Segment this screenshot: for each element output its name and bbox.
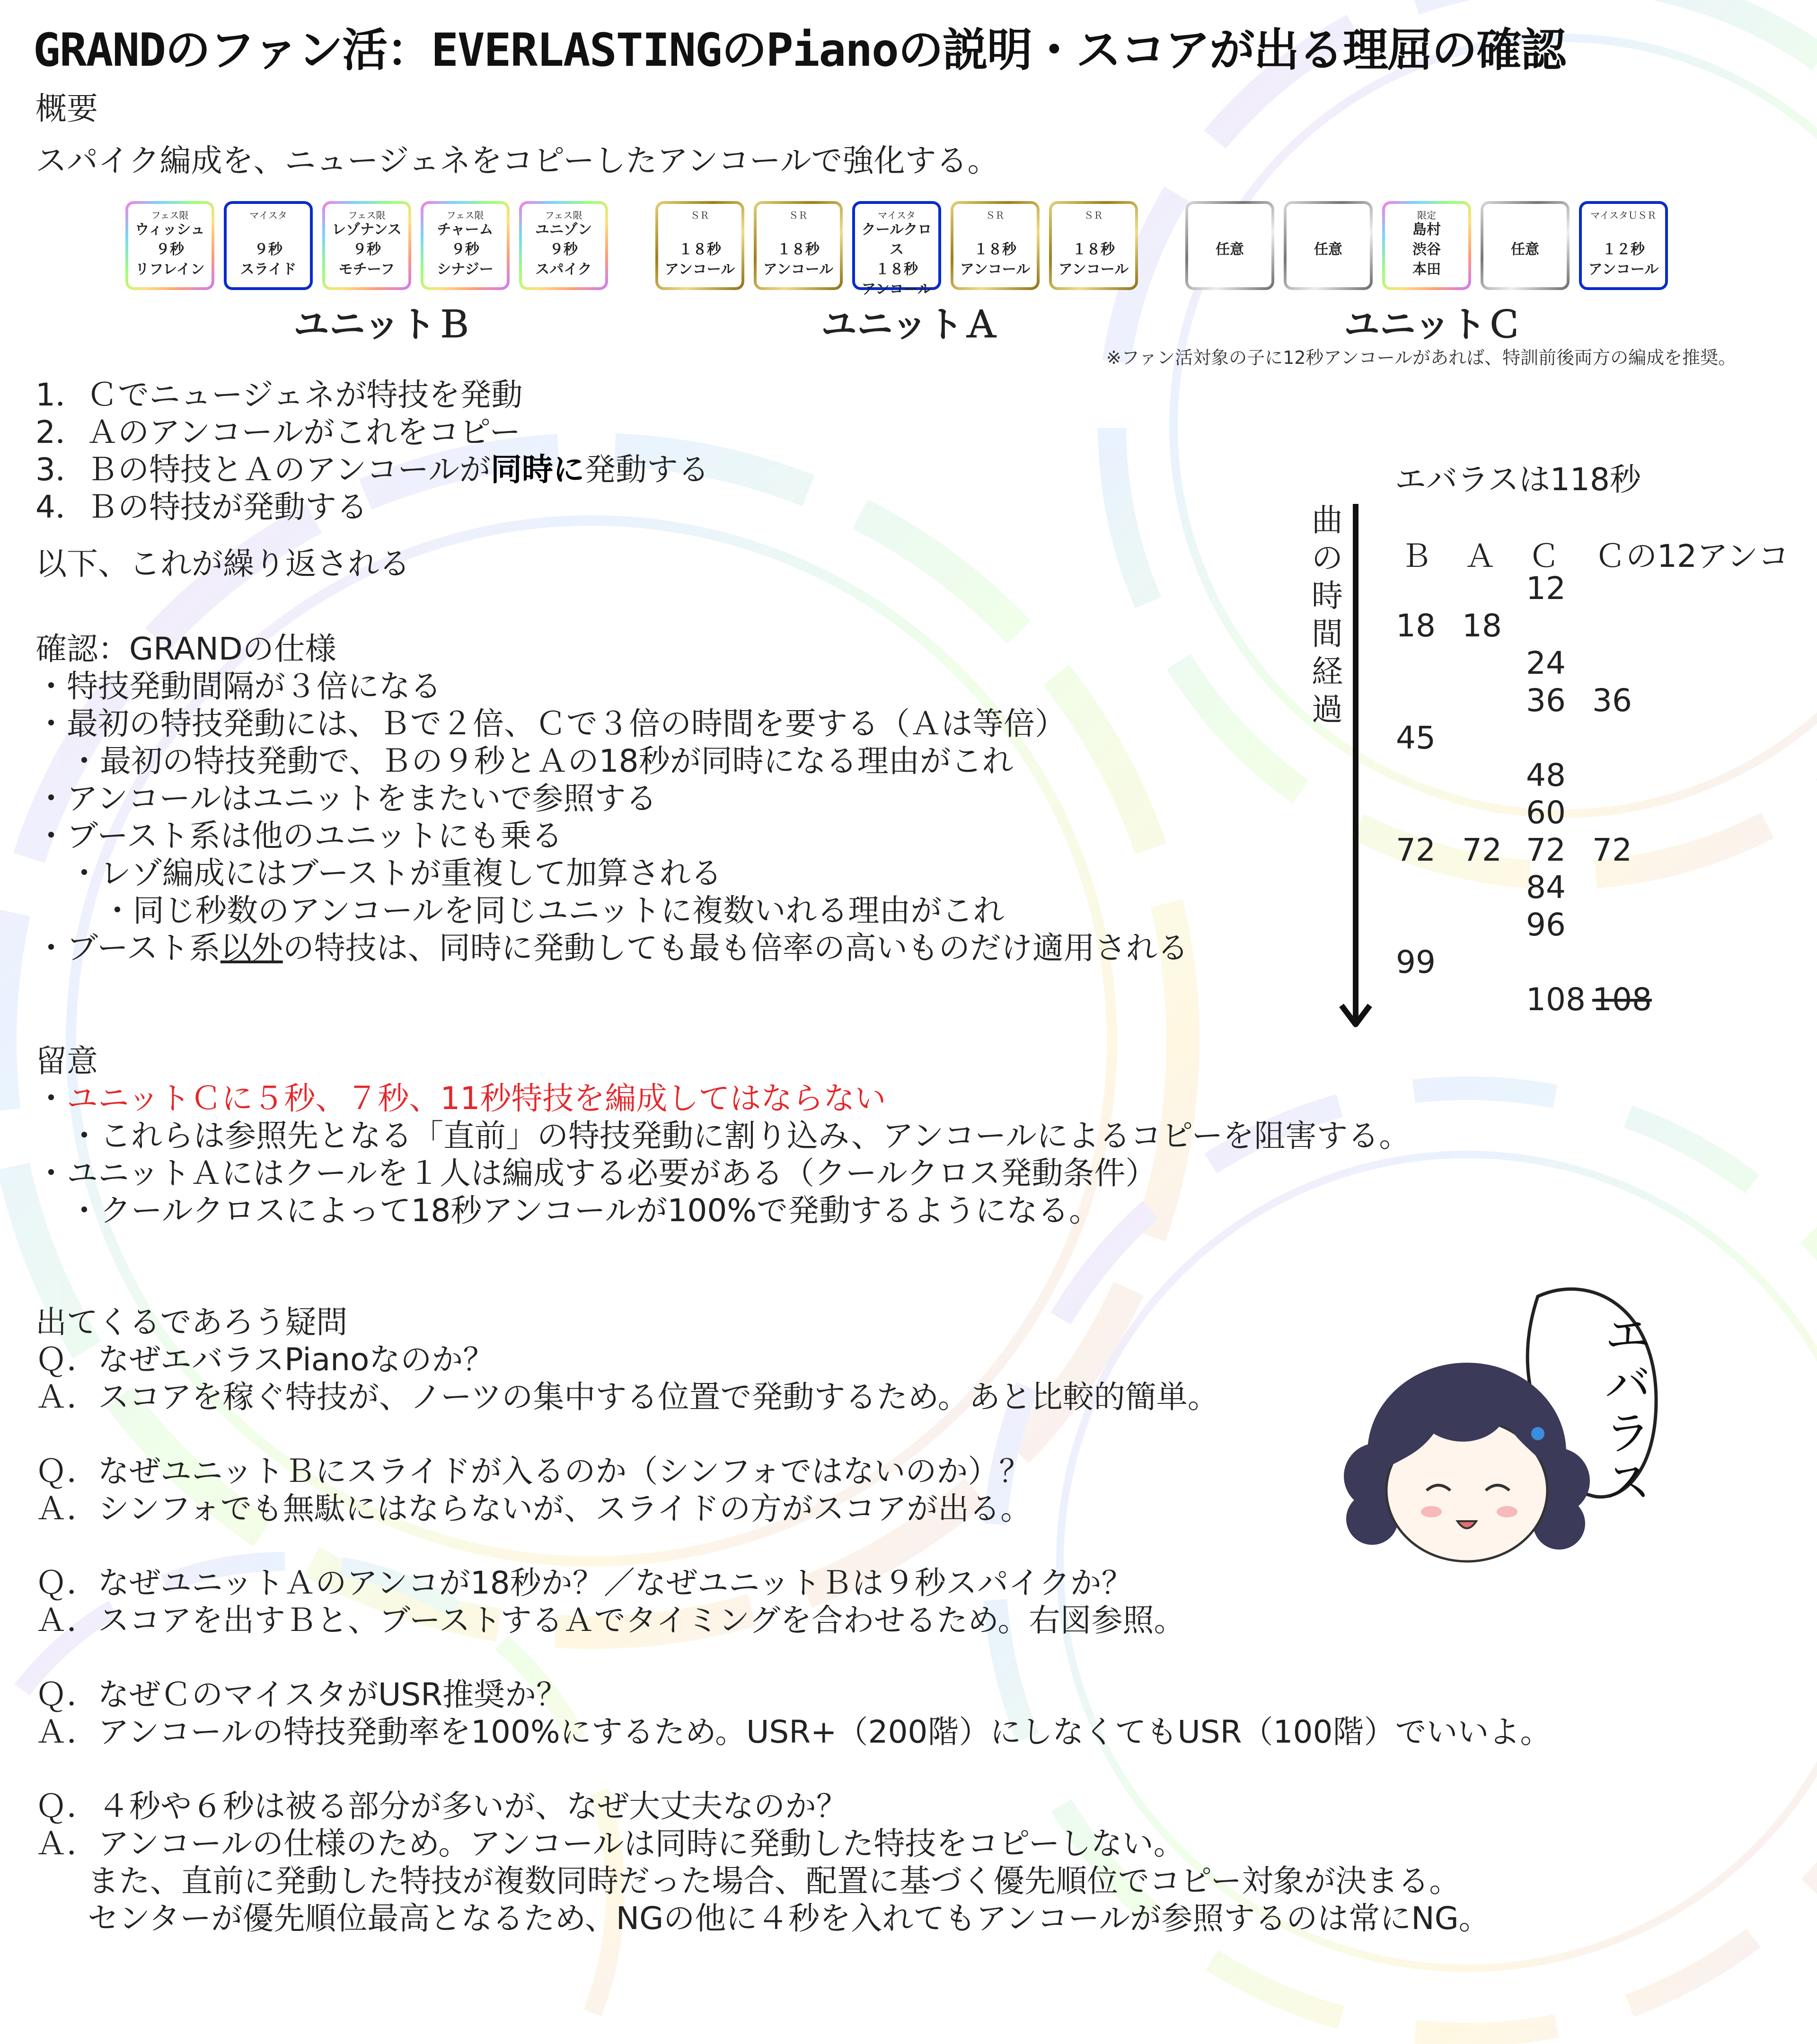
card-tag: フェス限 bbox=[151, 210, 189, 221]
unit-b-label: ユニットＢ bbox=[293, 303, 472, 345]
card-c-2 bbox=[1284, 201, 1373, 290]
card-tag: フェス限 bbox=[446, 210, 484, 221]
card-a-2 bbox=[754, 201, 843, 290]
card-b-3 bbox=[322, 201, 411, 290]
card-c-5 bbox=[1579, 201, 1668, 290]
caution-line-2: ・これらは参照先となる「直前」の特技発動に割り込み、アンコールによるコピーを阻害する。 bbox=[69, 1118, 1411, 1154]
timeline-cell-c: 72 bbox=[1526, 832, 1566, 868]
caution-heading: 留意 bbox=[35, 1043, 98, 1079]
step-3-emphasis: 同時に bbox=[491, 451, 585, 488]
timeline-header-c: Ｃ bbox=[1528, 538, 1560, 574]
overview-summary: スパイク編成を、ニュージェネをコピーしたアンコールで強化する。 bbox=[35, 142, 999, 179]
recommendation-note: ※ファン活対象の子に12秒アンコールがあれば、特訓前後両方の編成を推奨。 bbox=[1106, 347, 1737, 368]
card-c-3 bbox=[1382, 201, 1471, 290]
faq-a5-line-1: Ａ．アンコールの仕様のため。アンコールは同時に発動した特技をコピーしない。 bbox=[35, 1825, 1185, 1862]
card-text: 島村 渋谷 本田 bbox=[1412, 221, 1441, 278]
faq-q5: Ｑ．４秒や６秒は被る部分が多いが、なぜ大丈夫なのか？ bbox=[35, 1788, 847, 1824]
card-a-4 bbox=[951, 201, 1040, 290]
card-c-4 bbox=[1481, 201, 1570, 290]
timeline-axis-label: 曲 の 時 間 経 過 bbox=[1312, 502, 1343, 728]
spec-line-7: ・同じ秒数のアンコールを同じユニットに複数いれる理由がこれ bbox=[102, 892, 1005, 929]
faq-q2: Ｑ．なぜユニットＢにスライドが入るのか（シンフォではないのか）？ bbox=[35, 1453, 1031, 1489]
faq-q3: Ｑ．なぜユニットＡのアンコが18秒か？／なぜユニットＢは９秒スパイクか？ bbox=[35, 1565, 1133, 1601]
timeline-cell-c: 84 bbox=[1526, 869, 1566, 906]
card-a-5 bbox=[1049, 201, 1138, 290]
speech-bubble-text: エバラス bbox=[1605, 1309, 1650, 1509]
card-tag: フェス限 bbox=[348, 210, 386, 221]
card-b-5 bbox=[519, 201, 608, 290]
step-2: 2．Ａのアンコールがこれをコピー bbox=[35, 414, 521, 450]
timeline-cell-c: 48 bbox=[1526, 757, 1566, 793]
spec-line-5: ・ブースト系は他のユニットにも乗る bbox=[35, 818, 563, 854]
card-b-4 bbox=[421, 201, 510, 290]
card-text: １８秒 アンコール bbox=[960, 241, 1031, 278]
timeline-cell-c12: 72 bbox=[1592, 832, 1632, 868]
card-text: １８秒 アンコール bbox=[1058, 241, 1129, 278]
spec-line-6: ・レゾ編成にはブーストが重複して加算される bbox=[69, 855, 722, 891]
repeat-note: 以下、これが繰り返される bbox=[35, 546, 410, 582]
faq-a5-line-2: また、直前に発動した特技が複数同時だった場合、配置に基づく優先順位でコピー対象が決まる。 bbox=[88, 1863, 1461, 1899]
timeline-header-c12: Ｃの12アンコ bbox=[1595, 538, 1790, 574]
card-tag: ＳＲ bbox=[1084, 210, 1103, 221]
timeline-cell-b: 72 bbox=[1396, 832, 1436, 868]
timeline-header-b: Ｂ bbox=[1401, 538, 1432, 574]
faq-q4: Ｑ．なぜＣのマイスタがUSR推奨か？ bbox=[35, 1676, 568, 1713]
spec-line-3: ・最初の特技発動で、Ｂの９秒とＡの18秒が同時になる理由がこれ bbox=[69, 743, 1014, 779]
timeline-cell-c: 60 bbox=[1526, 794, 1566, 831]
timeline-cell-a: 18 bbox=[1462, 608, 1502, 644]
card-tag: フェス限 bbox=[545, 210, 582, 221]
card-text: １２秒 アンコール bbox=[1588, 241, 1659, 278]
timeline-cell-c: 12 bbox=[1526, 570, 1566, 607]
spec-line-8: ・ブースト系以外の特技は、同時に発動しても最も倍率の高いものだけ適用される bbox=[35, 930, 1189, 966]
card-tag: ＳＲ bbox=[789, 210, 808, 221]
card-text: ウィッシュ ９秒 リフレイン bbox=[135, 221, 205, 278]
card-b-1 bbox=[125, 201, 214, 290]
timeline-arrow bbox=[1339, 502, 1372, 1036]
caution-line-4: ・クールクロスによって18秒アンコールが100%で発動するようになる。 bbox=[69, 1192, 1101, 1229]
faq-a5-line-3: センターが優先順位最高となるため、NGの他に４秒を入れてもアンコールが参照するのは常にNG。 bbox=[88, 1900, 1490, 1937]
unit-c-label: ユニットＣ bbox=[1344, 303, 1522, 345]
timeline-cell-b: 18 bbox=[1396, 608, 1436, 644]
spec-line-1: ・特技発動間隔が３倍になる bbox=[35, 668, 441, 705]
card-text: チャーム ９秒 シナジー bbox=[437, 221, 494, 278]
card-text: 任意 bbox=[1511, 241, 1539, 258]
card-text: １８秒 アンコール bbox=[763, 241, 834, 278]
timeline-cell-c: 36 bbox=[1526, 682, 1566, 719]
timeline-header-a: Ａ bbox=[1464, 538, 1496, 574]
card-b-2 bbox=[224, 201, 313, 290]
spec-underline: 以外 bbox=[220, 930, 283, 966]
timeline-cell-c: 24 bbox=[1526, 645, 1566, 681]
timeline-cell-b: 45 bbox=[1396, 720, 1436, 756]
faq-heading: 出てくるであろう疑問 bbox=[35, 1304, 348, 1340]
timeline-cell-c: 108 bbox=[1526, 981, 1586, 1018]
faq-q1: Ｑ．なぜエバラスPianoなのか？ bbox=[35, 1341, 494, 1378]
card-tag: ＳＲ bbox=[690, 210, 709, 221]
timeline-cell-a: 72 bbox=[1462, 832, 1502, 868]
timeline-cell-c12: 108 bbox=[1592, 981, 1652, 1018]
faq-a2: Ａ．シンフォでも無駄にはならないが、スライドの方がスコアが出る。 bbox=[35, 1490, 1032, 1527]
card-tag: ＳＲ bbox=[986, 210, 1005, 221]
card-c-1 bbox=[1185, 201, 1274, 290]
step-1: 1．Ｃでニュージェネが特技を発動 bbox=[35, 377, 523, 413]
card-text: 任意 bbox=[1216, 241, 1244, 258]
unit-a-label: ユニットＡ bbox=[821, 303, 999, 345]
card-tag: マイスタ bbox=[878, 210, 916, 221]
card-tag: マイスタ bbox=[249, 210, 287, 221]
card-text: ユニゾン ９秒 スパイク bbox=[535, 221, 592, 278]
card-text: クールクロス １８秒 アンコール bbox=[861, 221, 932, 298]
card-tag: 限定 bbox=[1417, 210, 1436, 221]
card-text: ９秒 スライド bbox=[240, 241, 297, 278]
caution-line-3: ・ユニットＡにはクールを１人は編成する必要がある（クールクロス発動条件） bbox=[35, 1155, 1157, 1191]
timeline-cell-c: 96 bbox=[1526, 907, 1566, 943]
timeline-cell-c12: 36 bbox=[1592, 682, 1632, 719]
card-tag: マイスタＵＳＲ bbox=[1590, 210, 1657, 221]
card-a-3 bbox=[852, 201, 941, 298]
faq-a4: Ａ．アンコールの特技発動率を100%にするため。USR+（200階）にしなくてもUSR（100階）でいいよ。 bbox=[35, 1714, 1552, 1750]
card-a-1 bbox=[655, 201, 744, 290]
faq-a1: Ａ．スコアを稼ぐ特技が、ノーツの集中する位置で発動するため。あと比較的簡単。 bbox=[35, 1379, 1219, 1415]
step-4: 4．Ｂの特技が発動する bbox=[35, 489, 368, 525]
timeline-cell-b: 99 bbox=[1396, 944, 1436, 980]
faq-a3: Ａ．スコアを出すＢと、ブーストするＡでタイミングを合わせるため。右図参照。 bbox=[35, 1602, 1185, 1639]
overview-heading: 概要 bbox=[35, 90, 98, 127]
spec-heading: 確認：GRANDの仕様 bbox=[35, 631, 336, 667]
spec-line-4: ・アンコールはユニットをまたいで参照する bbox=[35, 780, 657, 817]
timeline-title: エバラスは118秒 bbox=[1395, 461, 1641, 498]
card-text: 任意 bbox=[1314, 241, 1342, 258]
card-text: レゾナンス ９秒 モチーフ bbox=[332, 221, 402, 278]
spec-line-2: ・最初の特技発動には、Ｂで２倍、Ｃで３倍の時間を要する（Ａは等倍） bbox=[35, 705, 1066, 742]
caution-line-1: ・ユニットＣに５秒、７秒、11秒特技を編成してはならない bbox=[35, 1080, 886, 1117]
page-title: GRANDのファン活：EVERLASTINGのPianoの説明・スコアが出る理屈の確認 bbox=[33, 24, 1565, 77]
card-text: １８秒 アンコール bbox=[664, 241, 735, 278]
step-3: 3．Ｂの特技とＡのアンコールが同時に発動する bbox=[35, 451, 710, 488]
caution-warning: ユニットＣに５秒、７秒、11秒特技を編成してはならない bbox=[67, 1080, 886, 1117]
